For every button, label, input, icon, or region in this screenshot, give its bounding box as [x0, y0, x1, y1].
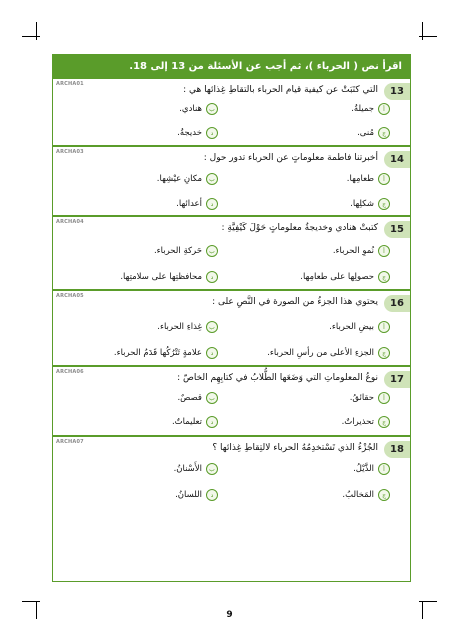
- option-a[interactable]: [240, 321, 390, 335]
- option-a[interactable]: [240, 103, 390, 117]
- option-text: علامةٍ تَتْرُكُها قَدَمُ الحرباء.: [113, 348, 202, 358]
- radio-bubble[interactable]: ب: [206, 392, 218, 404]
- option-text: مكانِ عيْشِها.: [156, 174, 202, 184]
- question-code: ARCHA05: [56, 293, 84, 299]
- option-b[interactable]: [68, 103, 218, 117]
- radio-bubble[interactable]: أ: [378, 245, 390, 257]
- option-text: تعليماتٌ.: [171, 417, 202, 427]
- question-number: 18: [384, 441, 410, 458]
- question-stem: أخبرتنا فاطمة معلوماتٍ عن الحرباء تدور حول :: [203, 153, 378, 163]
- option-text: حَركةِ الحرباء.: [153, 246, 202, 256]
- option-text: طعامِها.: [346, 174, 374, 184]
- option-text: المَخالبُ.: [342, 490, 374, 500]
- option-text: الجزءِ الأعلى من رأسِ الحرباء.: [267, 348, 374, 358]
- radio-bubble[interactable]: د: [206, 198, 218, 210]
- option-d[interactable]: [68, 271, 218, 285]
- question-code: ARCHA04: [56, 219, 84, 225]
- question-17: [53, 365, 410, 435]
- option-text: غِذاءِ الحرباء.: [157, 322, 202, 332]
- option-text: نُموِ الحرباء.: [332, 246, 374, 256]
- crop-mark: [22, 601, 40, 602]
- option-text: خديجةُ.: [177, 128, 202, 138]
- option-a[interactable]: [240, 463, 390, 477]
- crop-mark: [22, 36, 40, 37]
- option-a[interactable]: [240, 173, 390, 187]
- radio-bubble[interactable]: د: [206, 347, 218, 359]
- option-text: محافظتِها على سلامتِها.: [120, 272, 202, 282]
- option-b[interactable]: [68, 173, 218, 187]
- radio-bubble[interactable]: ج: [378, 127, 390, 139]
- question-14: [53, 145, 410, 215]
- radio-bubble[interactable]: د: [206, 416, 218, 428]
- option-text: تحذيراتٌ.: [341, 417, 374, 427]
- option-text: مُنى.: [357, 128, 374, 138]
- option-c[interactable]: [240, 489, 390, 503]
- question-18: [53, 435, 410, 581]
- radio-bubble[interactable]: أ: [378, 173, 390, 185]
- option-c[interactable]: [240, 198, 390, 212]
- option-text: اللسانُ.: [175, 490, 202, 500]
- option-c[interactable]: [240, 127, 390, 141]
- option-d[interactable]: [68, 416, 218, 430]
- question-number: 17: [384, 371, 410, 388]
- radio-bubble[interactable]: ب: [206, 463, 218, 475]
- radio-bubble[interactable]: د: [206, 489, 218, 501]
- option-text: الذَّيْلُ.: [353, 464, 374, 474]
- radio-bubble[interactable]: ج: [378, 198, 390, 210]
- option-d[interactable]: [68, 127, 218, 141]
- question-number: 15: [384, 221, 410, 238]
- page-number: 9: [226, 610, 233, 620]
- radio-bubble[interactable]: أ: [378, 463, 390, 475]
- question-16: [53, 289, 410, 365]
- option-b[interactable]: [68, 245, 218, 259]
- option-text: الأَسْنانُ.: [173, 464, 202, 474]
- radio-bubble[interactable]: ب: [206, 321, 218, 333]
- question-stem: نوعُ المعلوماتِ التي وَضَعَها الطُّلابُ في كتابِهِم الخاصّ :: [177, 373, 378, 383]
- question-code: ARCHA03: [56, 149, 84, 155]
- crop-mark: [36, 22, 37, 40]
- radio-bubble[interactable]: ب: [206, 245, 218, 257]
- radio-bubble[interactable]: ج: [378, 489, 390, 501]
- radio-bubble[interactable]: ج: [378, 347, 390, 359]
- option-text: حقائقُ.: [349, 393, 374, 403]
- question-code: ARCHA01: [56, 81, 84, 87]
- option-text: هنادي.: [179, 104, 202, 114]
- option-c[interactable]: [240, 416, 390, 430]
- question-number: 14: [384, 151, 410, 168]
- radio-bubble[interactable]: أ: [378, 392, 390, 404]
- option-text: أعدائها.: [176, 199, 202, 209]
- option-text: بيضِ الحرباء.: [329, 322, 374, 332]
- question-number: 16: [384, 295, 410, 312]
- question-15: [53, 215, 410, 289]
- question-stem: الجُزْءُ الذي تَسْتخدِمُهُ الحرباء لالتِقاطِ غِذائها ؟: [212, 443, 378, 453]
- option-b[interactable]: [68, 321, 218, 335]
- option-text: حصولِها على طعامِها.: [300, 272, 374, 282]
- option-b[interactable]: [68, 463, 218, 477]
- option-a[interactable]: [240, 392, 390, 406]
- option-text: قصصٌ.: [177, 393, 202, 403]
- crop-mark: [422, 22, 423, 40]
- radio-bubble[interactable]: ج: [378, 271, 390, 283]
- radio-bubble[interactable]: ب: [206, 173, 218, 185]
- option-d[interactable]: [68, 489, 218, 503]
- question-code: ARCHA07: [56, 439, 84, 445]
- radio-bubble[interactable]: ج: [378, 416, 390, 428]
- question-number: 13: [384, 83, 410, 100]
- question-13: [53, 77, 410, 145]
- question-sheet: [52, 54, 411, 582]
- radio-bubble[interactable]: أ: [378, 321, 390, 333]
- option-b[interactable]: [68, 392, 218, 406]
- option-text: شكلِها.: [350, 199, 374, 209]
- instruction-header: اقرأ نص ( الحرباء )، ثم أجب عن الأسئلة من 13 إلى 18.: [53, 55, 410, 77]
- option-text: جميلةُ.: [351, 104, 374, 114]
- question-stem: يحتوي هذا الجزءُ من الصورة في النَّصِ على :: [212, 297, 378, 307]
- option-d[interactable]: [68, 347, 218, 361]
- question-stem: التي كتَبَتْ عن كيفية قيام الحرباء بالتقاطِ غِذائها هي :: [183, 85, 378, 95]
- radio-bubble[interactable]: ب: [206, 103, 218, 115]
- question-stem: كتبتْ هنادي وخديجةُ معلوماتٍ حَوْلَ كَيْفِيَّةِ :: [221, 223, 378, 233]
- question-code: ARCHA06: [56, 369, 84, 375]
- radio-bubble[interactable]: د: [206, 271, 218, 283]
- radio-bubble[interactable]: أ: [378, 103, 390, 115]
- radio-bubble[interactable]: د: [206, 127, 218, 139]
- option-c[interactable]: [240, 347, 390, 361]
- option-c[interactable]: [240, 271, 390, 285]
- option-d[interactable]: [68, 198, 218, 212]
- option-a[interactable]: [240, 245, 390, 259]
